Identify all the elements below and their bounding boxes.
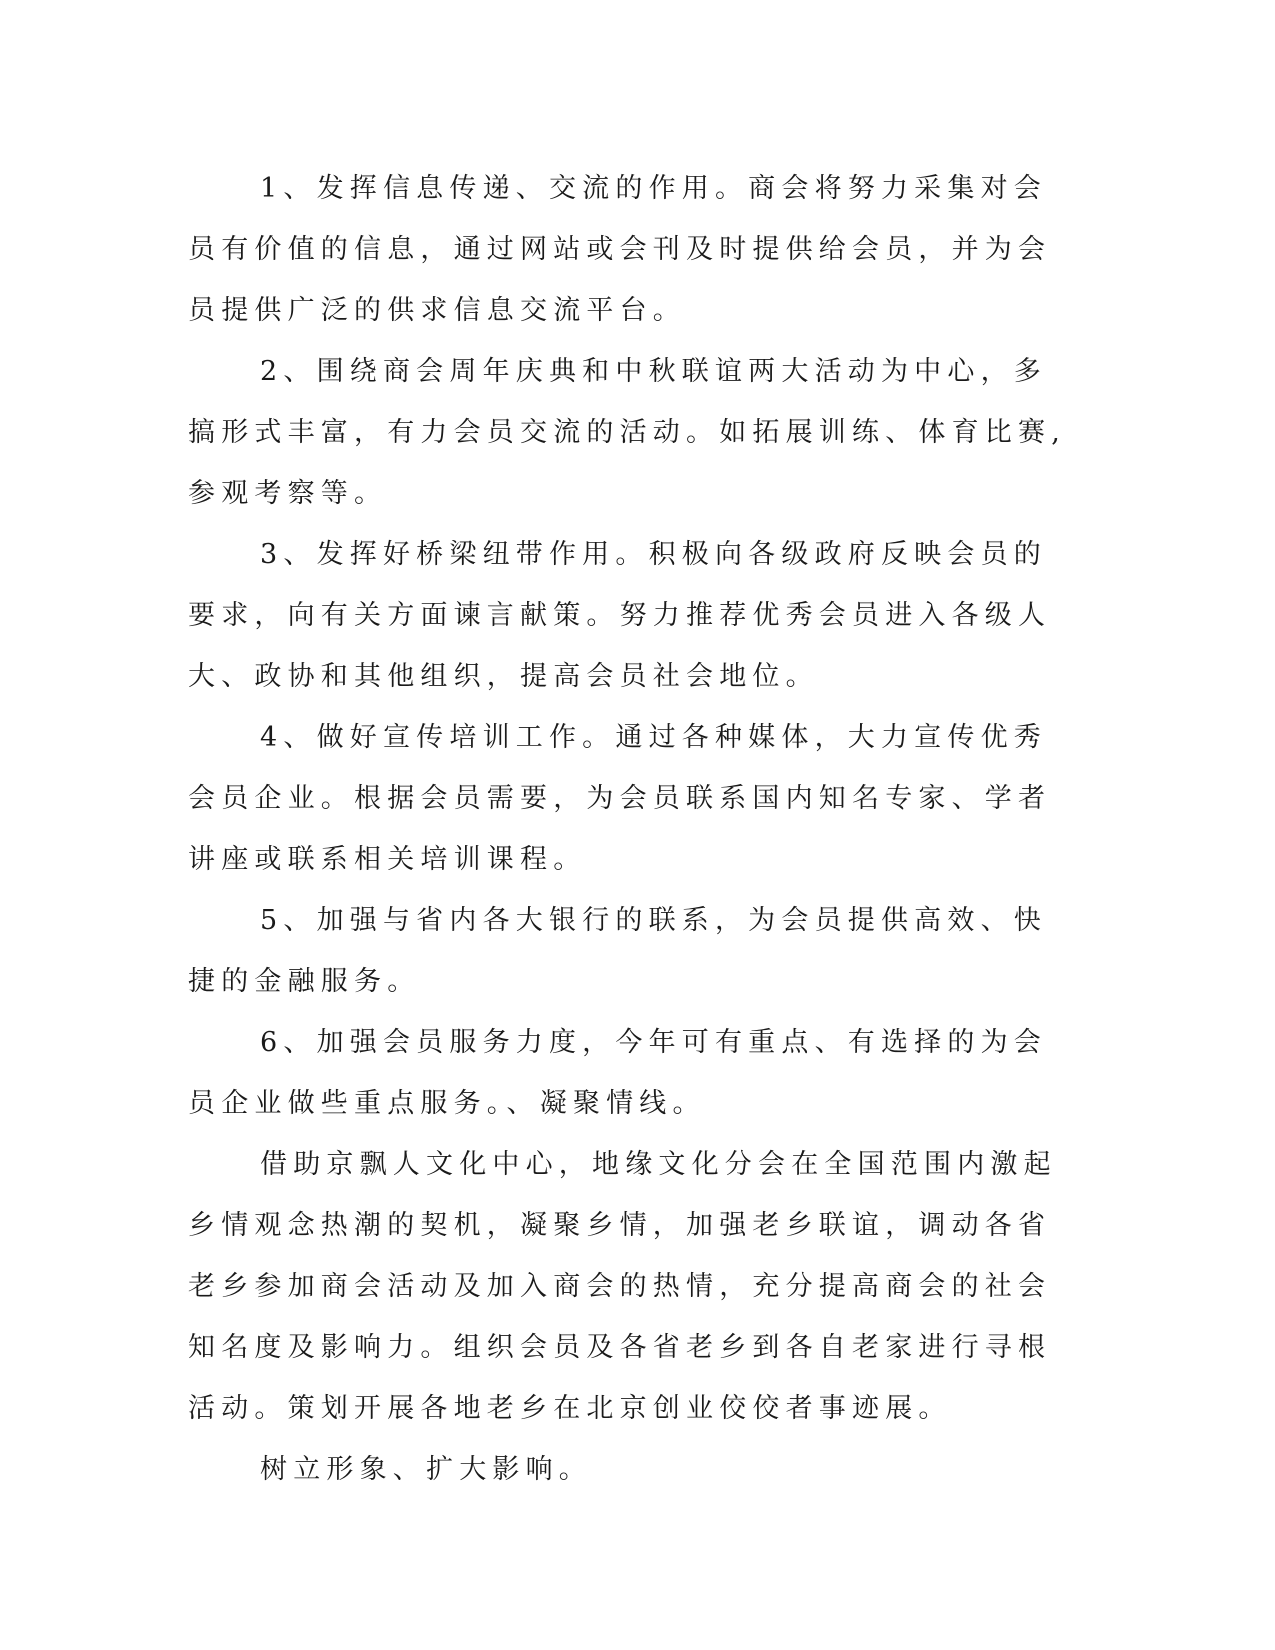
paragraph-5: 5、加强与省内各大银行的联系，为会员提供高效、快捷的金融服务。	[188, 905, 1047, 997]
paragraph-7: 借助京飘人文化中心，地缘文化分会在全国范围内激起乡情观念热潮的契机，凝聚乡情，加强老乡联谊，调动各省老乡参加商会活动及加入商会的热情，充分提高商会的社会知名度及影响力。组织会员及各省老乡到各自老家进行寻根活动。策划开展各地老乡在北京创业佼佼者事迹展。	[188, 1149, 1057, 1424]
paragraph-4: 4、做好宣传培训工作。通过各种媒体，大力宣传优秀会员企业。根据会员需要，为会员联系国内知名专家、学者讲座或联系相关培训课程。	[188, 722, 1052, 875]
paragraph-2: 2、围绕商会周年庆典和中秋联谊两大活动为中心，多搞形式丰富，有力会员交流的活动。如拓展训练、体育比赛,参观考察等。	[188, 356, 1066, 509]
paragraph-8: 树立形象、扩大影响。	[260, 1454, 592, 1485]
paragraph-1: 1、发挥信息传递、交流的作用。商会将努力采集对会员有价值的信息，通过网站或会刊及时提供给会员，并为会员提供广泛的供求信息交流平台。	[188, 173, 1052, 326]
document-body	[188, 158, 1068, 1500]
paragraph-3: 3、发挥好桥梁纽带作用。积极向各级政府反映会员的要求，向有关方面谏言献策。努力推荐优秀会员进入各级人大、政协和其他组织，提高会员社会地位。	[188, 539, 1052, 692]
paragraph-6: 6、加强会员服务力度，今年可有重点、有选择的为会员企业做些重点服务。、凝聚情线。	[188, 1027, 1047, 1119]
